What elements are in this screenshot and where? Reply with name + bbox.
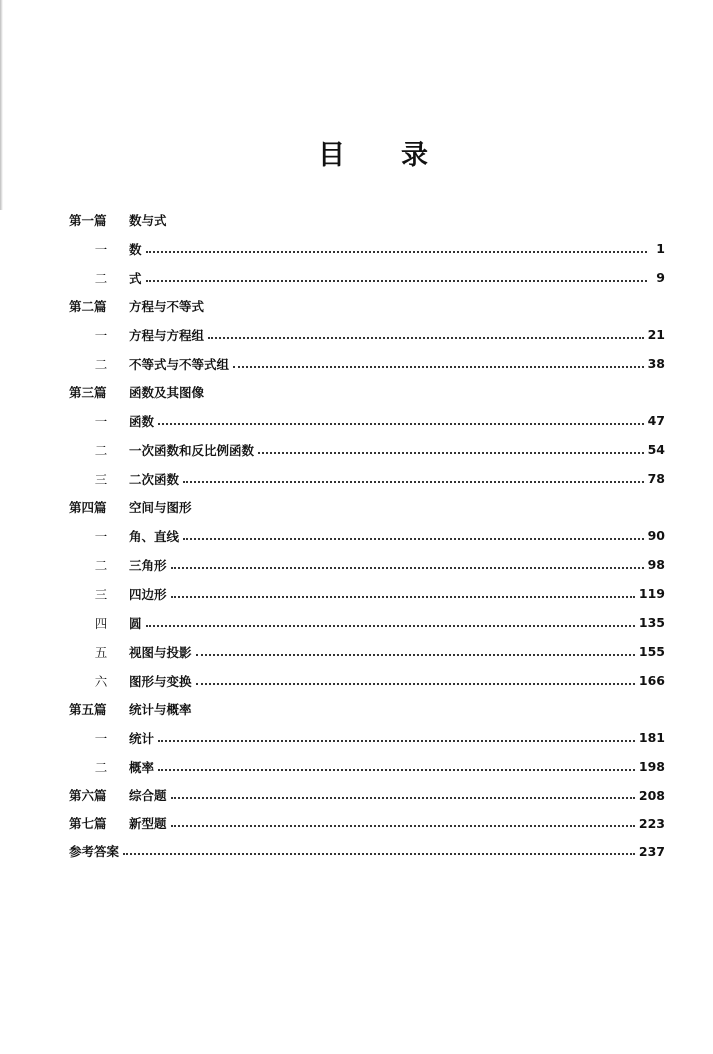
entry-number: 三: [94, 586, 108, 602]
entry-title: 不等式与不等式组: [129, 356, 230, 372]
dot-leader: [196, 683, 635, 685]
dot-leader: [171, 596, 635, 598]
title-char-1: 目: [318, 139, 345, 171]
part-label: 第一篇: [69, 213, 107, 228]
entry-page: 90: [647, 528, 665, 543]
dot-leader: [146, 251, 647, 253]
entry-number: 五: [94, 644, 108, 660]
entry-number: 三: [94, 471, 108, 487]
toc-entry: [69, 234, 665, 263]
toc-part-1: [69, 206, 665, 234]
entry-page: 54: [647, 442, 665, 457]
toc-part-4: [69, 493, 665, 521]
toc-part-6: [69, 781, 665, 809]
part-title: 方程与不等式: [129, 299, 205, 314]
part-title: 新型题: [129, 816, 167, 831]
answers-title: 参考答案: [69, 844, 120, 859]
dot-leader: [146, 280, 647, 282]
dot-leader: [183, 538, 644, 540]
part-label: 第四篇: [69, 500, 107, 515]
entry-number: 四: [94, 615, 108, 631]
dot-leader: [123, 853, 635, 855]
entry-page: 78: [647, 471, 665, 486]
toc-entry: [69, 464, 665, 493]
toc-part-2: [69, 292, 665, 320]
entry-title: 三角形: [129, 557, 167, 573]
part-label: 第二篇: [69, 299, 107, 314]
dot-leader: [146, 625, 635, 627]
toc-entry: [69, 752, 665, 781]
entry-page: 155: [638, 644, 665, 659]
toc-entry: [69, 320, 665, 349]
title-char-2: 录: [401, 139, 428, 171]
toc-entry: [69, 723, 665, 752]
page-left-edge-shadow: [0, 0, 3, 210]
entry-title: 二次函数: [129, 471, 180, 487]
entry-page: 181: [638, 730, 665, 745]
part-title: 空间与图形: [129, 500, 192, 515]
part-label: 第五篇: [69, 702, 107, 717]
entry-title: 数: [129, 241, 142, 257]
part-title: 统计与概率: [129, 702, 192, 717]
table-of-contents: [69, 206, 665, 865]
entry-page: 237: [638, 843, 665, 859]
entry-number: 一: [94, 413, 108, 429]
entry-title: 圆: [129, 615, 142, 631]
part-label: 第七篇: [69, 816, 107, 831]
toc-answers: [69, 837, 665, 865]
entry-page: 223: [638, 815, 665, 831]
entry-title: 函数: [129, 413, 155, 429]
toc-entry: [69, 637, 665, 666]
entry-page: 47: [647, 413, 665, 428]
entry-title: 图形与变换: [129, 673, 192, 689]
toc-entry: [69, 263, 665, 292]
entry-number: 六: [94, 673, 108, 689]
toc-entry: [69, 550, 665, 579]
entry-title: 式: [129, 270, 142, 286]
entry-title: 视图与投影: [129, 644, 192, 660]
entry-number: 二: [94, 759, 108, 775]
dot-leader: [171, 567, 644, 569]
entry-page: 166: [638, 673, 665, 688]
entry-title: 一次函数和反比例函数: [129, 442, 255, 458]
entry-number: 一: [94, 241, 108, 257]
dot-leader: [208, 337, 644, 339]
dot-leader: [183, 481, 644, 483]
dot-leader: [171, 825, 635, 827]
dot-leader: [158, 769, 635, 771]
toc-entry: [69, 579, 665, 608]
entry-page: 135: [638, 615, 665, 630]
entry-page: 119: [638, 586, 665, 601]
entry-title: 四边形: [129, 586, 167, 602]
part-label: 第三篇: [69, 385, 107, 400]
entry-number: 二: [94, 557, 108, 573]
toc-entry: [69, 406, 665, 435]
entry-page: 1: [656, 241, 665, 256]
entry-title: 概率: [129, 759, 155, 775]
toc-entry: [69, 435, 665, 464]
part-title: 函数及其图像: [129, 385, 205, 400]
entry-page: 9: [656, 270, 665, 285]
entry-number: 二: [94, 442, 108, 458]
toc-part-3: [69, 378, 665, 406]
dot-leader: [158, 423, 644, 425]
page-title: [318, 135, 428, 169]
toc-entry: [69, 349, 665, 378]
entry-number: 一: [94, 327, 108, 343]
dot-leader: [171, 797, 635, 799]
part-title: 综合题: [129, 788, 167, 803]
entry-page: 198: [638, 759, 665, 774]
entry-page: 38: [647, 356, 665, 371]
dot-leader: [258, 452, 644, 454]
part-label: 第六篇: [69, 788, 107, 803]
entry-title: 统计: [129, 730, 155, 746]
entry-number: 二: [94, 270, 108, 286]
toc-entry: [69, 521, 665, 550]
toc-entry: [69, 608, 665, 637]
entry-page: 21: [647, 327, 665, 342]
dot-leader: [233, 366, 644, 368]
entry-page: 98: [647, 557, 665, 572]
entry-title: 方程与方程组: [129, 327, 205, 343]
entry-page: 208: [638, 787, 665, 803]
dot-leader: [196, 654, 635, 656]
part-title: 数与式: [129, 213, 167, 228]
toc-part-7: [69, 809, 665, 837]
toc-part-5: [69, 695, 665, 723]
dot-leader: [158, 740, 635, 742]
entry-number: 一: [94, 730, 108, 746]
entry-number: 二: [94, 356, 108, 372]
toc-entry: [69, 666, 665, 695]
entry-title: 角、直线: [129, 528, 180, 544]
entry-number: 一: [94, 528, 108, 544]
